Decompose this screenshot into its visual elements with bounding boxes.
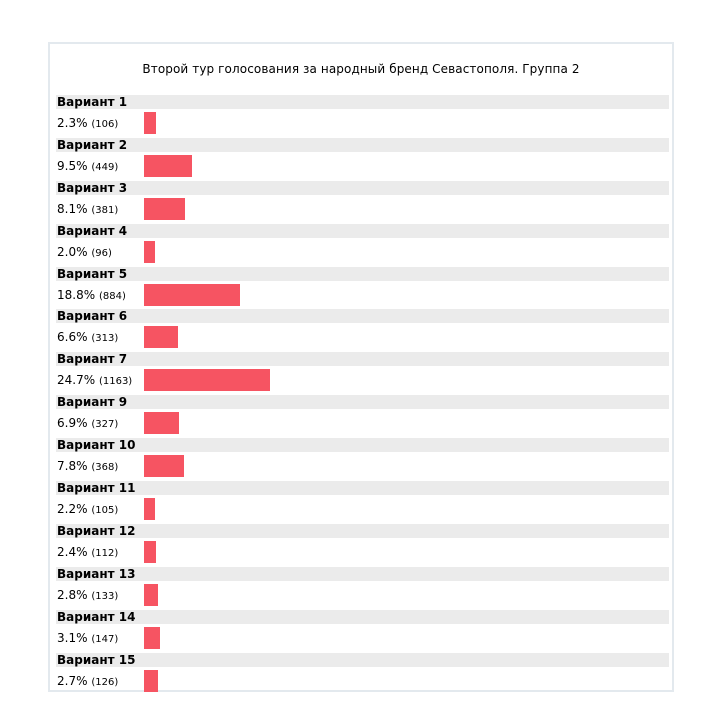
option-stats: [57, 159, 118, 175]
option-bar: [144, 155, 192, 177]
option-stats: [57, 588, 118, 604]
poll-option-row: [56, 181, 669, 224]
option-stats: [57, 459, 118, 475]
option-label: Вариант 7: [56, 352, 669, 366]
option-bar: [144, 326, 178, 348]
option-percent: 2.7%: [57, 673, 88, 688]
option-percent: 9.5%: [57, 158, 88, 173]
option-count: (313): [91, 333, 119, 345]
option-count: (884): [98, 290, 126, 302]
option-count: (112): [91, 547, 119, 559]
poll-option-row: [56, 309, 669, 352]
option-stats: [57, 631, 118, 647]
poll-option-row: [56, 267, 669, 310]
option-label: Вариант 14: [56, 610, 669, 624]
option-count: (327): [91, 419, 119, 431]
option-label: Вариант 5: [56, 267, 669, 281]
option-percent: 2.3%: [57, 116, 88, 130]
option-count: (147): [91, 633, 119, 645]
option-count: (381): [91, 204, 119, 216]
poll-option-row: [56, 395, 669, 438]
option-bar: [144, 412, 179, 434]
option-percent: 24.7%: [57, 373, 96, 388]
option-count: (96): [91, 247, 112, 259]
option-bar: [144, 627, 160, 649]
poll-option-row: [56, 653, 669, 696]
option-count: (133): [91, 590, 119, 602]
option-percent: 6.6%: [57, 330, 88, 345]
option-count: (106): [91, 119, 119, 130]
option-percent: 3.1%: [57, 630, 88, 645]
poll-option-row: [56, 610, 669, 653]
option-label: Вариант 9: [56, 395, 669, 409]
option-stats: [57, 373, 132, 389]
option-bar: [144, 455, 184, 477]
option-percent: 6.9%: [57, 416, 88, 431]
option-label: Вариант 3: [56, 181, 669, 195]
option-bar: [144, 584, 158, 606]
poll-option-row: [56, 438, 669, 481]
option-stats: [57, 245, 112, 261]
option-stats: [57, 502, 118, 518]
option-label: Вариант 15: [56, 653, 669, 667]
option-stats: [57, 202, 118, 218]
option-percent: 8.1%: [57, 201, 88, 216]
option-percent: 18.8%: [57, 287, 96, 302]
option-count: (1163): [98, 376, 133, 388]
option-label: Вариант 11: [56, 481, 669, 495]
option-bar: [144, 241, 155, 263]
poll-title: Второй тур голосования за народный бренд Севастополя. Группа 2: [142, 62, 580, 76]
option-count: (126): [91, 676, 119, 688]
option-bar: [144, 284, 240, 306]
option-label: Вариант 4: [56, 224, 669, 238]
poll-option-row: [56, 524, 669, 567]
option-bar: [144, 198, 185, 220]
option-percent: 2.0%: [57, 244, 88, 259]
option-stats: [57, 674, 118, 690]
option-count: (449): [91, 161, 119, 173]
poll-option-row: [56, 352, 669, 395]
option-label: Вариант 2: [56, 138, 669, 152]
option-percent: 7.8%: [57, 459, 88, 474]
option-label: Вариант 12: [56, 524, 669, 538]
option-label: Вариант 6: [56, 309, 669, 323]
poll-container: [48, 42, 674, 692]
poll-option-row: [56, 481, 669, 524]
option-count: (105): [91, 505, 119, 517]
poll-option-row: [56, 567, 669, 610]
option-stats: [57, 545, 118, 561]
option-stats: [57, 416, 118, 432]
option-count: (368): [91, 462, 119, 474]
option-bar: [144, 541, 156, 563]
option-label: Вариант 13: [56, 567, 669, 581]
poll-results: [56, 95, 669, 695]
option-label: Вариант 1: [56, 95, 669, 109]
option-bar: [144, 498, 155, 520]
option-bar: [144, 670, 158, 692]
poll-option-row: [56, 95, 669, 138]
option-bar: [144, 112, 156, 134]
option-stats: [57, 288, 126, 304]
option-percent: 2.8%: [57, 587, 88, 602]
option-stats: [57, 330, 118, 346]
option-label: Вариант 10: [56, 438, 669, 452]
poll-option-row: [56, 224, 669, 267]
option-stats: [57, 116, 118, 132]
option-bar: [144, 369, 270, 391]
option-percent: 2.2%: [57, 502, 88, 517]
poll-option-row: [56, 138, 669, 181]
option-percent: 2.4%: [57, 544, 88, 559]
